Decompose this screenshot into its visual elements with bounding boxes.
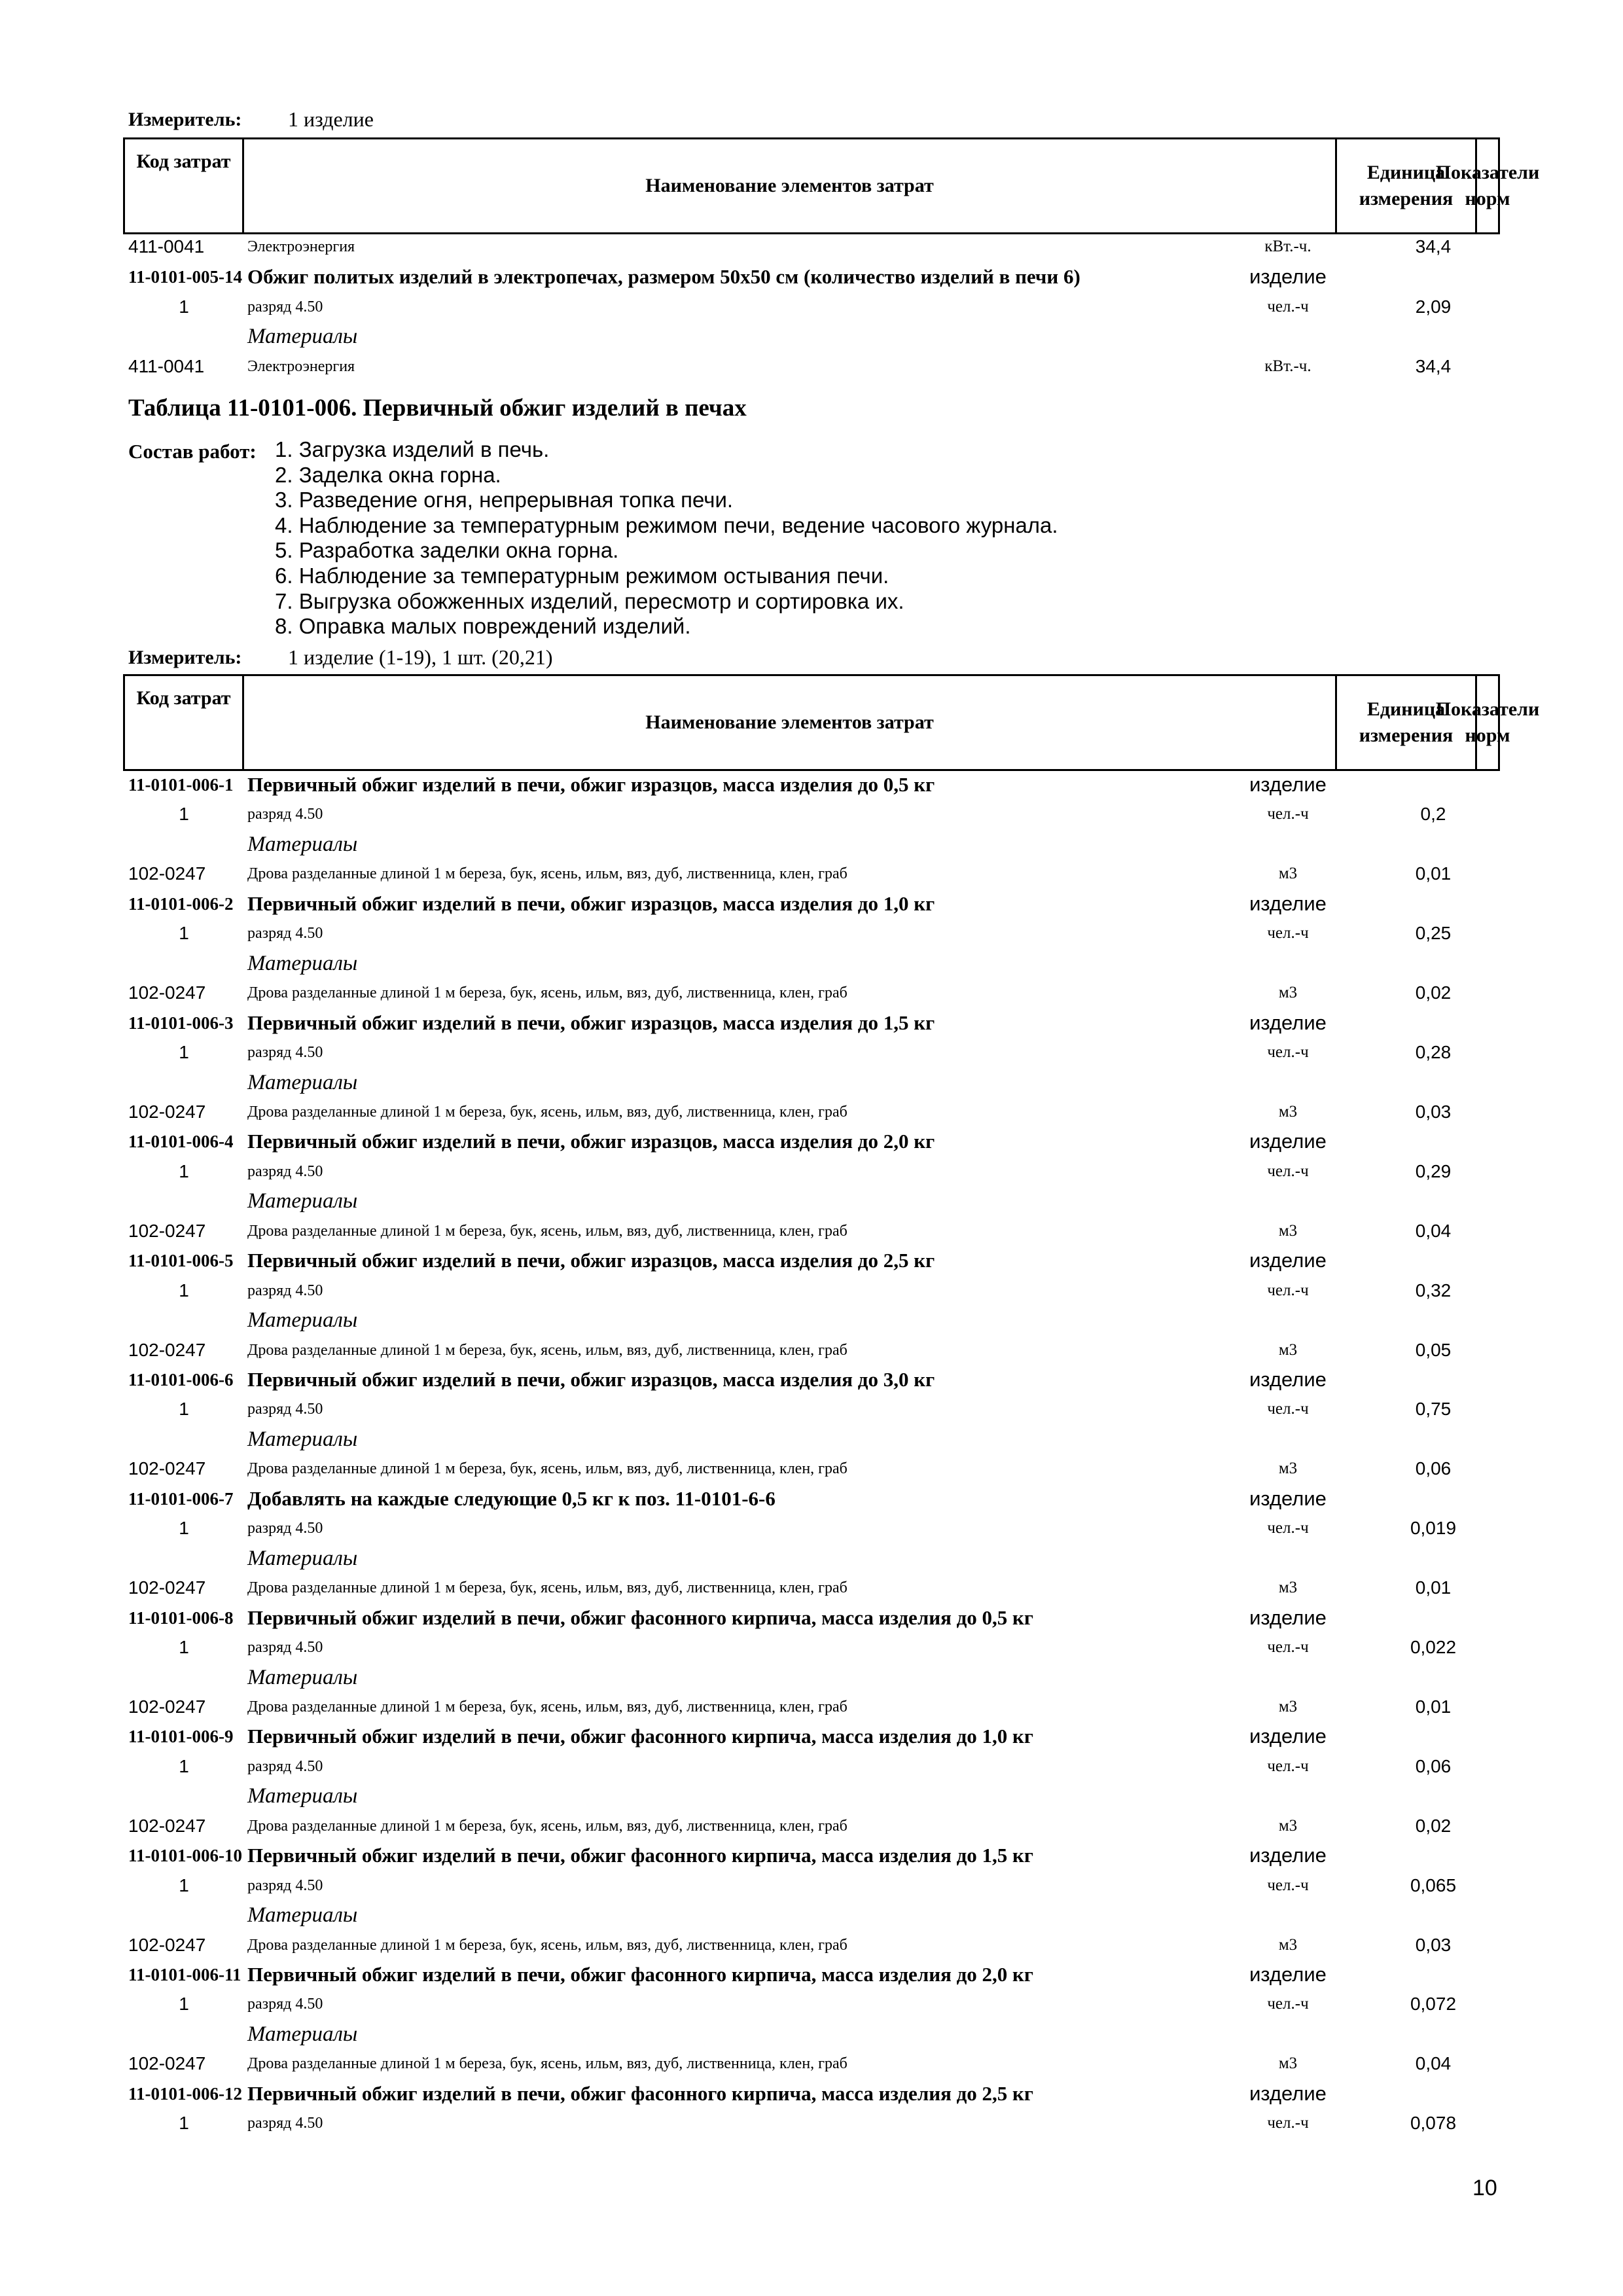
row-unit: изделие (1249, 1844, 1327, 1867)
row-unit: чел.-ч (1267, 297, 1309, 315)
row-unit: чел.-ч (1267, 1519, 1309, 1537)
table-row (0, 1632, 1623, 1662)
row-value (1361, 948, 1505, 978)
row-value (1361, 889, 1505, 919)
row-unit: изделие (1249, 773, 1327, 796)
table-row (0, 1157, 1623, 1187)
row-code: 11-0101-006-2 (128, 893, 234, 914)
row-unit: чел.-ч (1267, 1995, 1309, 2013)
table-row (0, 1246, 1623, 1276)
row-name: Дрова разделанные длиной 1 м береза, бук, ясень, ильм, вяз, дуб, лиственница, клен, граб (247, 1222, 847, 1240)
row-value: 0,02 (1415, 1815, 1452, 1836)
row-name: Дрова разделанные длиной 1 м береза, бук, ясень, ильм, вяз, дуб, лиственница, клен, граб (247, 1936, 847, 1954)
row-code: 11-0101-006-4 (128, 1132, 234, 1152)
table-row (0, 1067, 1623, 1098)
table-row (0, 770, 1623, 800)
table-row (0, 1008, 1623, 1038)
row-unit: чел.-ч (1267, 924, 1309, 942)
row-unit: м3 (1278, 1816, 1298, 1835)
row-unit (1222, 321, 1353, 351)
top-measure-value: 1 изделие (288, 107, 374, 131)
row-name: разряд 4.50 (247, 298, 323, 315)
row-unit: м3 (1278, 2054, 1298, 2073)
row-value: 0,28 (1415, 1042, 1452, 1063)
row-unit: м3 (1278, 1697, 1298, 1715)
row-code: 11-0101-006-11 (128, 1965, 241, 1984)
row-name: разряд 4.50 (247, 1401, 323, 1418)
row-unit: изделие (1249, 2081, 1327, 2105)
row-unit: кВт.-ч. (1264, 357, 1311, 376)
row-name: Материалы (247, 1903, 358, 1928)
table-row (0, 2079, 1623, 2109)
row-code: 11-0101-006-1 (128, 775, 234, 795)
row-value: 2,09 (1415, 296, 1452, 317)
row-code: 102-0247 (128, 1458, 206, 1479)
row-name: Дрова разделанные длиной 1 м береза, бук, ясень, ильм, вяз, дуб, лиственница, клен, граб (247, 1698, 847, 1715)
table-row (0, 1216, 1623, 1246)
row-unit: м3 (1278, 1579, 1298, 1597)
row-unit: чел.-ч (1267, 1757, 1309, 1775)
row-name: Первичный обжиг изделий в печи, обжиг изразцов, масса изделия до 3,0 кг (247, 1368, 935, 1391)
row-value (1361, 1960, 1505, 1990)
table-row (0, 1186, 1623, 1216)
header-norm: Показатели норм (1435, 162, 1540, 209)
header-name: Наименование элементов затрат (244, 139, 1337, 232)
row-name: Первичный обжиг изделий в печи, обжиг фасонного кирпича, масса изделия до 1,0 кг (247, 1725, 1033, 1748)
row-code: 102-0247 (128, 1696, 206, 1717)
work-item: 1. Загрузка изделий в печь. (275, 437, 550, 461)
row-unit: изделие (1249, 1368, 1327, 1391)
work-item: 7. Выгрузка обожженных изделий, пересмотр и сортировка их. (275, 588, 904, 613)
row-name: разряд 4.50 (247, 806, 323, 823)
table-row (0, 1335, 1623, 1365)
work-item: 3. Разведение огня, непрерывная топка печи. (275, 488, 734, 512)
table-row (0, 1603, 1623, 1633)
row-value (1361, 321, 1505, 351)
row-value: 0,75 (1415, 1399, 1452, 1420)
row-unit (1222, 2019, 1353, 2049)
row-value (1361, 829, 1505, 859)
row-value (1361, 2079, 1505, 2109)
row-unit (1222, 1424, 1353, 1454)
table-row (0, 262, 1623, 292)
row-unit: изделие (1249, 1725, 1327, 1748)
table-row (0, 1662, 1623, 1693)
row-code: 102-0247 (128, 1577, 206, 1598)
table-row (0, 1871, 1623, 1901)
row-unit: чел.-ч (1267, 1281, 1309, 1299)
row-value: 0,04 (1415, 1220, 1452, 1241)
page-number: 10 (1472, 2176, 1497, 2200)
row-value (1361, 1543, 1505, 1573)
row-name: Материалы (247, 325, 358, 349)
row-name: Материалы (247, 1427, 358, 1451)
row-name: Материалы (247, 1784, 358, 1808)
row-unit: изделие (1249, 1605, 1327, 1629)
row-name: Материалы (247, 1189, 358, 1213)
table-row (0, 1543, 1623, 1573)
table-row (0, 859, 1623, 889)
row-name: Электроэнергия (247, 238, 355, 255)
main-table-header (123, 674, 1540, 771)
row-name: Материалы (247, 2022, 358, 2046)
row-value: 0,01 (1415, 863, 1452, 884)
table-row (0, 948, 1623, 978)
row-name: Дрова разделанные длиной 1 м береза, бук, ясень, ильм, вяз, дуб, лиственница, клен, граб (247, 1817, 847, 1835)
row-value: 0,019 (1410, 1518, 1457, 1539)
row-code: 11-0101-006-5 (128, 1251, 234, 1271)
row-unit (1222, 1900, 1353, 1930)
row-unit: чел.-ч (1267, 1043, 1309, 1062)
row-value: 0,03 (1415, 1934, 1452, 1955)
table-row (0, 1305, 1623, 1335)
header-unit: Единица измерения (1337, 676, 1477, 769)
row-value (1361, 1246, 1505, 1276)
row-value (1361, 1424, 1505, 1454)
row-value (1361, 1662, 1505, 1693)
row-value (1361, 1840, 1505, 1871)
row-code: 1 (179, 2113, 189, 2134)
row-value (1361, 1186, 1505, 1216)
work-item: 6. Наблюдение за температурным режимом остывания печи. (275, 564, 889, 588)
row-value (1361, 1484, 1505, 1514)
table-row (0, 978, 1623, 1008)
row-name: Обжиг политых изделий в электропечах, размером 50х50 см (количество изделий в печи 6) (247, 264, 1080, 288)
row-code: 102-0247 (128, 863, 206, 884)
row-code: 1 (179, 296, 189, 317)
row-name: Материалы (247, 951, 358, 975)
header-code: Код затрат (125, 676, 244, 769)
row-unit: кВт.-ч. (1264, 238, 1311, 255)
table-row (0, 1126, 1623, 1157)
table-row (0, 1692, 1623, 1722)
row-code: 411-0041 (128, 236, 205, 257)
row-code: 1 (179, 1280, 189, 1300)
row-code: 1 (179, 1637, 189, 1658)
row-code: 1 (179, 1042, 189, 1063)
row-unit: м3 (1278, 1340, 1298, 1359)
row-code: 1 (179, 1755, 189, 1776)
table-row (0, 1276, 1623, 1306)
row-code: 1 (179, 1399, 189, 1420)
row-name: Материалы (247, 1546, 358, 1570)
table-row (0, 1097, 1623, 1127)
row-value (1361, 2019, 1505, 2049)
row-value (1361, 1721, 1505, 1751)
row-unit (1222, 1067, 1353, 1098)
row-name: разряд 4.50 (247, 1520, 323, 1537)
row-code: 102-0247 (128, 1934, 206, 1955)
row-code: 1 (179, 923, 189, 944)
table-row (0, 1484, 1623, 1514)
row-unit: чел.-ч (1267, 2114, 1309, 2132)
row-unit: изделие (1249, 264, 1327, 288)
row-code: 11-0101-006-9 (128, 1727, 234, 1747)
row-value: 0,06 (1415, 1458, 1452, 1479)
row-name: Дрова разделанные длиной 1 м береза, бук, ясень, ильм, вяз, дуб, лиственница, клен, граб (247, 2055, 847, 2073)
row-value: 0,03 (1415, 1101, 1452, 1122)
row-value (1361, 1126, 1505, 1157)
table-row (0, 1573, 1623, 1603)
row-value (1361, 1067, 1505, 1098)
row-name: Дрова разделанные длиной 1 м береза, бук, ясень, ильм, вяз, дуб, лиственница, клен, граб (247, 1579, 847, 1597)
row-name: Дрова разделанные длиной 1 м береза, бук, ясень, ильм, вяз, дуб, лиственница, клен, граб (247, 984, 847, 1002)
row-code: 11-0101-006-6 (128, 1370, 234, 1390)
table-row (0, 351, 1623, 382)
row-unit (1222, 948, 1353, 978)
row-unit (1222, 1543, 1353, 1573)
table-row (0, 1989, 1623, 2019)
row-code: 11-0101-006-7 (128, 1488, 234, 1509)
row-value: 34,4 (1415, 236, 1452, 257)
row-name: Дрова разделанные длиной 1 м береза, бук, ясень, ильм, вяз, дуб, лиственница, клен, граб (247, 1103, 847, 1121)
row-unit: изделие (1249, 891, 1327, 915)
table-row (0, 829, 1623, 859)
table-row (0, 1960, 1623, 1990)
row-name: Первичный обжиг изделий в печи, обжиг изразцов, масса изделия до 2,5 кг (247, 1249, 935, 1272)
row-code: 102-0247 (128, 1815, 206, 1836)
row-unit: чел.-ч (1267, 1162, 1309, 1180)
row-code: 102-0247 (128, 1220, 206, 1241)
row-code: 1 (179, 1160, 189, 1181)
table-row (0, 2108, 1623, 2138)
row-name: Электроэнергия (247, 358, 355, 376)
table-row (0, 1840, 1623, 1871)
row-unit (1222, 1781, 1353, 1811)
row-code: 102-0247 (128, 982, 206, 1003)
row-code: 102-0247 (128, 1339, 206, 1360)
row-unit (1222, 1186, 1353, 1216)
row-unit (1222, 1662, 1353, 1693)
row-name: Первичный обжиг изделий в печи, обжиг изразцов, масса изделия до 1,5 кг (247, 1011, 935, 1034)
row-name: разряд 4.50 (247, 1757, 323, 1775)
main-measure-label: Измеритель: (128, 647, 242, 668)
row-name: Материалы (247, 1665, 358, 1689)
table-row (0, 1424, 1623, 1454)
row-name: разряд 4.50 (247, 1876, 323, 1894)
row-code: 1 (179, 804, 189, 825)
row-value: 0,065 (1410, 1874, 1457, 1895)
row-code: 411-0041 (128, 356, 205, 377)
row-name: разряд 4.50 (247, 1639, 323, 1657)
row-value: 0,022 (1410, 1637, 1457, 1658)
row-value: 0,32 (1415, 1280, 1452, 1300)
row-unit (1222, 829, 1353, 859)
table-row (0, 1365, 1623, 1395)
row-name: Первичный обжиг изделий в печи, обжиг фасонного кирпича, масса изделия до 1,5 кг (247, 1844, 1033, 1867)
table-row (0, 321, 1623, 351)
header-name: Наименование элементов затрат (244, 676, 1337, 769)
table-row (0, 1751, 1623, 1782)
row-name: Дрова разделанные длиной 1 м береза, бук, ясень, ильм, вяз, дуб, лиственница, клен, граб (247, 1460, 847, 1478)
row-code: 102-0247 (128, 2053, 206, 2074)
header-code: Код затрат (125, 139, 244, 232)
work-item: 4. Наблюдение за температурным режимом печи, ведение часового журнала. (275, 512, 1058, 537)
row-value: 0,29 (1415, 1160, 1452, 1181)
row-name: Материалы (247, 832, 358, 856)
row-code: 11-0101-006-12 (128, 2083, 242, 2104)
table-row (0, 1811, 1623, 1841)
row-unit: м3 (1278, 1935, 1298, 1954)
row-value: 0,25 (1415, 923, 1452, 944)
table-row (0, 1721, 1623, 1751)
top-table-header (123, 137, 1540, 234)
row-name: разряд 4.50 (247, 1044, 323, 1062)
row-code: 11-0101-006-3 (128, 1013, 234, 1033)
row-name: разряд 4.50 (247, 2115, 323, 2132)
table-row (0, 1454, 1623, 1484)
work-item: 2. Заделка окна горна. (275, 462, 501, 487)
table-row (0, 918, 1623, 948)
row-name: разряд 4.50 (247, 1282, 323, 1299)
row-value: 0,06 (1415, 1755, 1452, 1776)
table-row (0, 1900, 1623, 1930)
row-unit: изделие (1249, 1963, 1327, 1986)
main-measure-value: 1 изделие (1-19), 1 шт. (20,21) (288, 645, 553, 669)
table-row (0, 1037, 1623, 1067)
row-unit (1222, 1305, 1353, 1335)
row-unit: м3 (1278, 1460, 1298, 1478)
row-name: Добавлять на каждые следующие 0,5 кг к поз. 11-0101-6-6 (247, 1486, 776, 1510)
table-title: Таблица 11-0101-006. Первичный обжиг изделий в печах (128, 395, 747, 422)
row-name: Первичный обжиг изделий в печи, обжиг фасонного кирпича, масса изделия до 0,5 кг (247, 1605, 1033, 1629)
table-row (0, 1513, 1623, 1543)
row-unit: м3 (1278, 1102, 1298, 1121)
row-value (1361, 1305, 1505, 1335)
row-name: разряд 4.50 (247, 1996, 323, 2013)
row-value: 0,01 (1415, 1696, 1452, 1717)
table-row (0, 889, 1623, 919)
row-code: 11-0101-005-14 (128, 266, 242, 287)
row-value (1361, 262, 1505, 292)
row-value: 0,01 (1415, 1577, 1452, 1598)
row-code: 1 (179, 1518, 189, 1539)
row-name: Материалы (247, 1308, 358, 1333)
header-norm: Показатели норм (1435, 698, 1540, 746)
row-unit: м3 (1278, 865, 1298, 883)
table-row (0, 2019, 1623, 2049)
row-code: 102-0247 (128, 1101, 206, 1122)
row-value: 0,04 (1415, 2053, 1452, 2074)
row-unit: чел.-ч (1267, 1638, 1309, 1657)
row-name: Дрова разделанные длиной 1 м береза, бук, ясень, ильм, вяз, дуб, лиственница, клен, граб (247, 865, 847, 883)
row-name: Первичный обжиг изделий в печи, обжиг фасонного кирпича, масса изделия до 2,5 кг (247, 2081, 1033, 2105)
row-value (1361, 1603, 1505, 1633)
row-value: 0,05 (1415, 1339, 1452, 1360)
table-row (0, 799, 1623, 829)
row-value (1361, 1900, 1505, 1930)
row-name: Первичный обжиг изделий в печи, обжиг фасонного кирпича, масса изделия до 2,0 кг (247, 1963, 1033, 1986)
row-unit: изделие (1249, 1486, 1327, 1510)
row-code: 11-0101-006-8 (128, 1607, 234, 1628)
row-code: 1 (179, 1994, 189, 2015)
row-value (1361, 770, 1505, 800)
row-name: Первичный обжиг изделий в печи, обжиг изразцов, масса изделия до 0,5 кг (247, 773, 935, 796)
row-unit: чел.-ч (1267, 1876, 1309, 1894)
table-row (0, 1394, 1623, 1424)
row-value: 0,2 (1420, 804, 1446, 825)
row-name: Первичный обжиг изделий в печи, обжиг изразцов, масса изделия до 2,0 кг (247, 1130, 935, 1153)
row-unit: чел.-ч (1267, 1400, 1309, 1418)
work-item: 5. Разработка заделки окна горна. (275, 538, 619, 563)
row-name: Дрова разделанные длиной 1 м береза, бук, ясень, ильм, вяз, дуб, лиственница, клен, граб (247, 1341, 847, 1359)
header-unit: Единица измерения (1337, 139, 1477, 232)
top-measure-label: Измеритель: (128, 109, 242, 130)
table-row (0, 2049, 1623, 2079)
row-unit: изделие (1249, 1130, 1327, 1153)
row-value: 0,072 (1410, 1994, 1457, 2015)
row-name: разряд 4.50 (247, 1162, 323, 1180)
table-row (0, 1930, 1623, 1960)
work-label: Состав работ: (128, 440, 257, 463)
row-code: 1 (179, 1874, 189, 1895)
table-row (0, 232, 1623, 262)
row-code: 11-0101-006-10 (128, 1846, 242, 1866)
row-unit: изделие (1249, 1249, 1327, 1272)
table-row (0, 1781, 1623, 1811)
row-value (1361, 1365, 1505, 1395)
row-value (1361, 1008, 1505, 1038)
table-row (0, 292, 1623, 322)
work-item: 8. Оправка малых повреждений изделий. (275, 614, 691, 639)
row-value: 0,02 (1415, 982, 1452, 1003)
row-unit: изделие (1249, 1011, 1327, 1034)
row-value: 0,078 (1410, 2113, 1457, 2134)
row-name: разряд 4.50 (247, 925, 323, 942)
row-unit: м3 (1278, 984, 1298, 1002)
row-value: 34,4 (1415, 356, 1452, 377)
row-unit: м3 (1278, 1221, 1298, 1240)
row-unit: чел.-ч (1267, 805, 1309, 823)
row-name: Материалы (247, 1070, 358, 1094)
row-name: Первичный обжиг изделий в печи, обжиг изразцов, масса изделия до 1,0 кг (247, 891, 935, 915)
row-value (1361, 1781, 1505, 1811)
